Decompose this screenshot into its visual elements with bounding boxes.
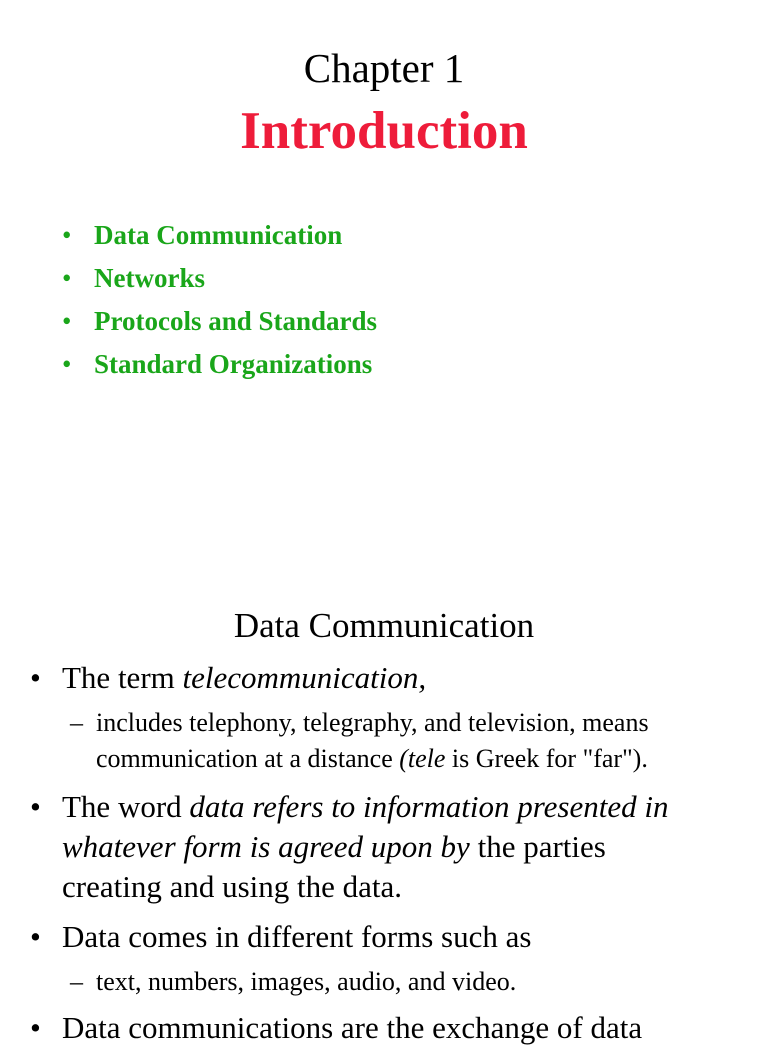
emphasis-text: data refers to information presented in — [189, 789, 669, 824]
sub-bullet-text — [96, 741, 648, 777]
sub-bullet-text: includes telephony, telegraphy, and television, means — [96, 708, 649, 737]
bullet: • — [62, 220, 72, 250]
bullet-text: Data comes in different forms such as — [62, 919, 532, 954]
topic-label: Standard Organizations — [94, 349, 373, 379]
bullet: • — [62, 306, 72, 336]
topic-list — [62, 215, 377, 387]
bullet-text: creating and using the data. — [62, 869, 403, 904]
bullet-text — [62, 827, 606, 867]
topic-label: Protocols and Standards — [94, 306, 378, 336]
text-run: communication at a distance — [96, 744, 400, 773]
bullet-text — [62, 787, 668, 827]
text-run: The word — [62, 789, 190, 824]
dash: – — [70, 708, 83, 737]
bullet-text: Data communications are the exchange of data — [62, 1010, 643, 1045]
bullet-text — [62, 658, 426, 698]
bullet: • — [62, 263, 72, 293]
emphasis-text: telecommunication, — [182, 660, 427, 695]
text-run: is Greek for "far"). — [445, 744, 648, 773]
chapter-title: Introduction — [240, 102, 528, 160]
text-run: The term — [62, 660, 183, 695]
topic-label: Data Communication — [94, 220, 343, 250]
text-run: the parties — [469, 829, 606, 864]
bullet: • — [30, 660, 41, 695]
emphasis-text: whatever form is agreed upon by — [62, 829, 470, 864]
sub-bullet-text: text, numbers, images, audio, and video. — [96, 967, 517, 996]
topic-item — [62, 215, 377, 258]
emphasis-text: (tele — [399, 744, 446, 773]
topic-label: Networks — [94, 263, 205, 293]
dash: – — [70, 967, 83, 996]
topic-item — [62, 344, 377, 387]
bullet: • — [30, 789, 41, 824]
content-slide — [0, 560, 768, 1045]
bullet: • — [30, 919, 41, 954]
topic-item — [62, 301, 377, 344]
bullet: • — [62, 349, 72, 379]
slide-title: Data Communication — [233, 606, 535, 645]
chapter-heading: Chapter 1 — [303, 45, 465, 91]
topic-item — [62, 258, 377, 301]
bullet: • — [30, 1010, 41, 1045]
